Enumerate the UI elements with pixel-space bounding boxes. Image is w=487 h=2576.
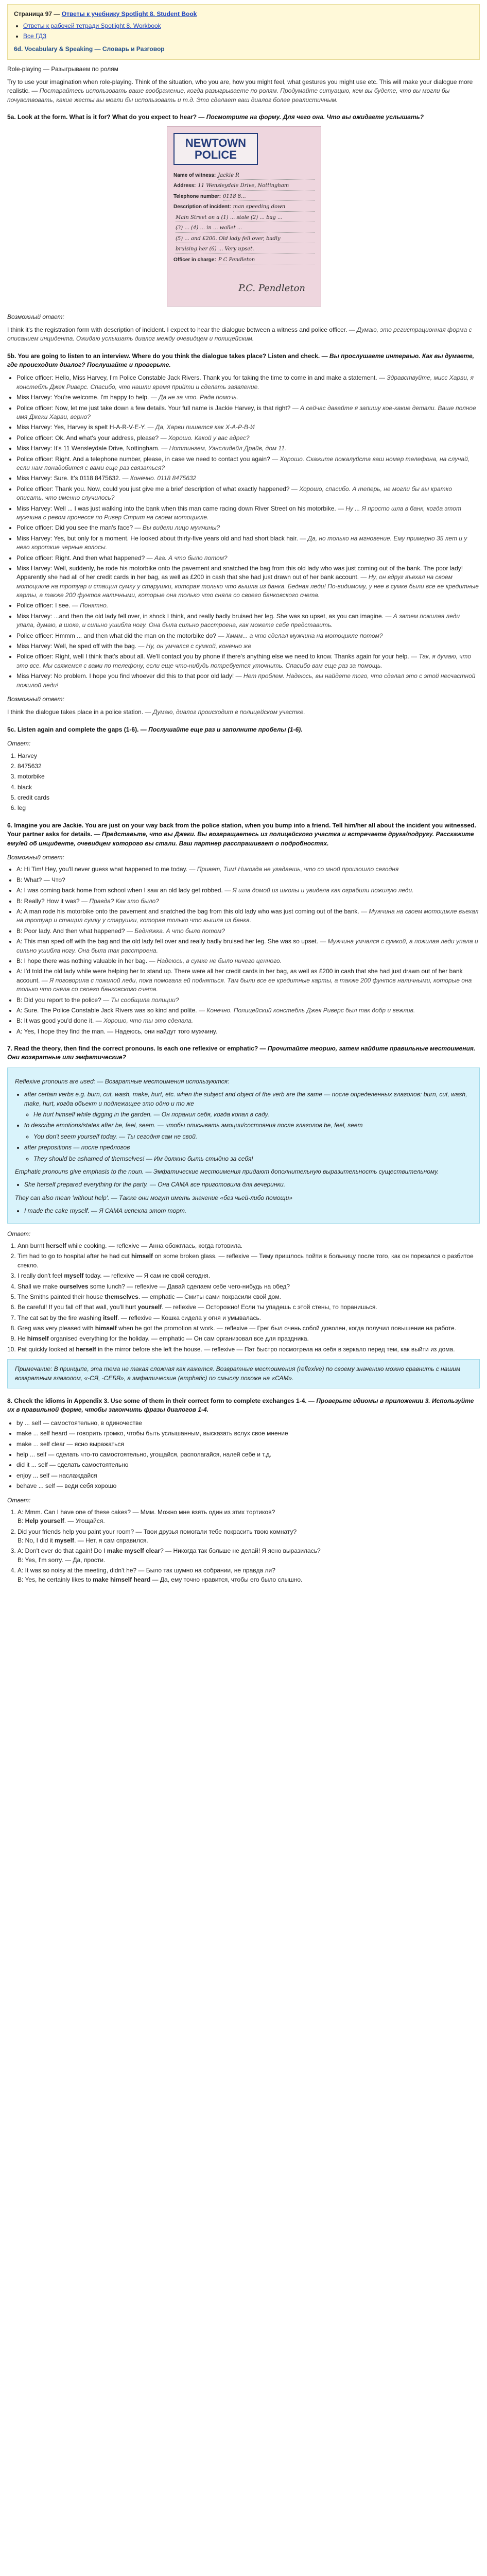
task-6-answer-label: Возможный ответ: [7, 854, 64, 861]
task-6-title [7, 821, 480, 848]
answer-post: . — reflexive — Кошка сидела у огня и умывалась. [117, 1314, 262, 1321]
exchange-b-text: B: Yes, I'm sorry. — Да, прости. [18, 1556, 106, 1564]
answer-pronoun: yourself [137, 1303, 162, 1311]
form-row [173, 257, 315, 265]
note-box: Примечание: В принципе, эта тема не такая сложная как кажется. Возвратные местоимения (reflexive) по своему значению можно сравнить с нашим возвратным глаголом, «-СЯ, -СЕБЯ», а эмфатические (emphatic) по смыслу похоже на «САМ». [7, 1359, 480, 1388]
theory-rule [24, 1090, 472, 1119]
answer-pronoun: himself [95, 1325, 117, 1332]
dialog-5b-list [7, 374, 480, 690]
answer-item [18, 1282, 480, 1291]
answer-post: . — reflexive — Осторожно! Если ты упадешь с этой стены, то поранишься. [162, 1303, 377, 1311]
dialog-line [16, 1016, 480, 1025]
dialog-line-ru: — Хорошо, что ты это сделала. [95, 1017, 194, 1025]
intro-title: Role-playing — Разыгрываем по ролям [7, 65, 118, 73]
form-field-value: P C Pendleton [218, 257, 315, 265]
dialog-line [16, 886, 480, 895]
newtown-police-banner: NEWTOWN POLICE [173, 133, 258, 165]
student-book-link[interactable]: Ответы к учебнику Spotlight 8. Student Book [61, 10, 197, 18]
answer-post: . — emphatic — Смиты сами покрасили свой дом. [138, 1293, 281, 1300]
intro-text: Try to use your imagination when role-playing. Think of the situation, who you are, how you might feel, what gestures you might use etc. This will make your dialogue more realistic. — Постарайтесь использовать ваше воображение, когда разыгрываете по ролям. Продумайте ситуацию, кем вы будете, что вы могли бы почувствовать, какие жесты вы могли бы использовать и т.д. Это сделает ваш диалог более реалистичным. [7, 78, 473, 104]
idiom-item: • help ... self — сделать что-то самостоятельно, угощайся, располагайся, налей себе и т.д. [16, 1450, 480, 1459]
dialog-line-en: B: Poor lady. And then what happened? [16, 927, 125, 935]
dialog-line-ru: — Хорошо. Скажите пожалуйста ваш номер телефона, на случай, если нам понадобится с вами еще раз связаться? [16, 455, 470, 471]
dialog-line-ru: — Да не за что. Рада помочь. [150, 394, 238, 401]
theory-example: • I made the cake myself. — Я САМА испекла этот торт. [24, 1207, 472, 1215]
exchange-b-post: . — Угощайся. [64, 1517, 105, 1525]
theory-items [15, 1090, 472, 1163]
answer-pre: Ann burnt [18, 1242, 46, 1249]
answer-pronoun: ourselves [59, 1282, 89, 1290]
answer-pre: The Smiths painted their house [18, 1293, 105, 1300]
exchange-line-a [18, 1566, 480, 1575]
exchange-b-text: B: [18, 1517, 25, 1525]
dialog-line-ru: — Надеюсь, в сумке не было ничего ценного. [149, 957, 282, 964]
dialog-line-en: Miss Harvey: Sure. It's 0118 8475632. [16, 474, 121, 482]
answer-post: while cooking. — reflexive — Анна обожглась, когда готовила. [66, 1242, 243, 1249]
form-field-label: Name of witness: [173, 172, 216, 178]
dialog-line-en: Police officer: Ok. And what's your address, please? [16, 434, 159, 442]
idiom-item: • behave ... self — веди себя хорошо [16, 1482, 480, 1490]
theory-emphatic: Emphatic pronouns give emphasis to the noun. — Эмфатические местоимения придают дополнительную выразительность существительному. [15, 1167, 439, 1175]
task-8-answers [7, 1508, 480, 1584]
dialog-line-en: Miss Harvey: You're welcome. I'm happy to help. [16, 394, 149, 401]
form-field-value: man speeding down [233, 204, 315, 212]
dialog-line-ru: — Да, Харви пишется как Х-А-Р-В-И [147, 423, 255, 431]
task-5a-answer-ru: — Думаю, это регистрационная форма с описанием инцидента. Ожидаю услышать диалог между очевидцем и полицейским. [7, 326, 472, 343]
answer-item: 4. black [18, 783, 480, 792]
answer-pronoun: herself [46, 1242, 66, 1249]
dialog-line [16, 455, 480, 473]
exchange-a-text: Did your friends help you paint your room? — Твои друзья помогали тебе покрасить твою комнату? [18, 1528, 297, 1535]
dialog-line [16, 554, 480, 563]
theory-example: ◦ They should be ashamed of themselves! — Им должно быть стыдно за себя! [33, 1155, 472, 1163]
dialog-line-en: B: What? — Что? [16, 876, 65, 884]
theory-rule-examples [24, 1110, 472, 1119]
exchange-idiom: myself [55, 1537, 75, 1545]
answer-pronoun: himself [27, 1335, 49, 1343]
answer-pre: Shall we make [18, 1282, 60, 1290]
task-5a-en: 5a. Look at the form. What is it for? What do you expect to hear? [7, 113, 197, 121]
dialog-line-ru: — Понятно. [72, 602, 109, 609]
dialog-line-ru: — Конечно. 0118 8475632 [122, 474, 197, 482]
dialog-line-ru: — Хорошо, спасибо. А теперь, не могли бы вы кратко описать, что именно случилось? [16, 485, 453, 502]
dialog-line [16, 393, 480, 402]
task-5a-answer-label: Возможный ответ: [7, 313, 64, 320]
dialog-line [16, 957, 480, 965]
dialog-line-ru: — Здравствуйте, мисс Харви, я констебль Джек Риверс. Спасибо, что нашли время прийти и сделать заявление. [16, 374, 474, 391]
task-5b-answer-en: I think the dialogue takes place in a police station. [7, 708, 144, 716]
breadcrumb-separator: — [52, 10, 62, 18]
dialog-line-en: Police officer: Did you see the man's face? [16, 524, 133, 532]
dialog-line-ru: — Ноттингем, Уэнслидейл Драйв, дом 11. [161, 445, 287, 452]
dialog-line-ru: — Вы видели лицо мужчины? [134, 524, 220, 532]
exchange-a-text: A: Don't ever do that again! Do I [18, 1547, 107, 1555]
task-8-ru: — Проверьте идиомы в приложении 3. Используйте их в правильной форме, чтобы закончить фразы диалогов 1-4. [7, 1397, 474, 1414]
dialog-line [16, 1006, 480, 1015]
dialog-line [16, 907, 480, 925]
exchange-a-post: ? — Никогда так больше не делай! Я ясно выразилась? [160, 1547, 321, 1555]
task-5b-en: 5b. You are going to listen to an interview. Where do you think the dialogue takes place? Listen and check. [7, 352, 320, 360]
dialog-line-en: Miss Harvey: Well, he sped off with the bag. [16, 642, 136, 650]
idiom-item: • by ... self — самостоятельно, в одиночестве [16, 1419, 480, 1428]
theory-rule-text: to describe emotions/states after be, feel, seem. — чтобы описывать эмоции/состояния после глаголов be, feel, seem [24, 1122, 363, 1129]
dialog-line-en: B: Really? How it was? [16, 897, 80, 905]
dialog-line [16, 534, 480, 552]
exchange-line-b [18, 1556, 480, 1565]
answer-item [18, 1345, 480, 1354]
form-row [173, 182, 315, 191]
answer-post: today. — reflexive — Я сам не свой сегодня. [83, 1272, 211, 1280]
exchange-b-text: B: No, I did it [18, 1537, 55, 1545]
task-5a-answer-en: I think it's the registration form with description of incident. I expect to hear the dialogue between a witness and police officer. [7, 326, 347, 333]
nav-link-item [23, 22, 473, 30]
police-form-card [167, 126, 321, 307]
dialog-line-ru: — Хммм... а что сделал мужчина на мотоцикле потом? [218, 632, 383, 639]
dialog-line [16, 474, 480, 483]
form-row [173, 172, 315, 180]
dialog-line-en: Police officer: Right. And a telephone number, please, in case we need to contact you again? [16, 455, 270, 463]
task-7-ru: — Прочитайте теорию, затем найдите правильные местоимения. Они возвратные или эмфатические? [7, 1045, 476, 1061]
dialog-line-en: B: It was good you'd done it. [16, 1017, 94, 1025]
answer-item: 2. 8475632 [18, 762, 480, 771]
dialog-line-en: Miss Harvey: Yes, but only for a moment. He looked about thirty-five years old and had short black hair. [16, 534, 298, 542]
dialog-line [16, 601, 480, 610]
form-row [173, 235, 315, 244]
dialog-line-ru: — Бедняжка. А что было потом? [126, 927, 225, 935]
answer-pre: Pat quickly looked at [18, 1345, 76, 1353]
answer-item [18, 1334, 480, 1343]
dialog-line-en: Police officer: Right, well I think that's about all. We'll contact you by phone if there's anything else we need to know. Thanks again for your help. [16, 653, 409, 660]
exchange-item [18, 1547, 480, 1565]
dialog-line [16, 423, 480, 432]
dialog-line-en: Miss Harvey: Well, suddenly, he rode his motorbike onto the pavement and snatched the bag from this old lady who was just coming out of the bank. The poor lady! Apparently she had all of her credit cards in her bag, as well as £200 in cash that she had just drawn out of her bank account. [16, 564, 463, 581]
dialog-line [16, 876, 480, 885]
form-row [173, 246, 315, 254]
task-7-title [7, 1044, 480, 1062]
idiom-item: • make ... self clear — ясно выражаться [16, 1440, 480, 1449]
dialog-line-en: Police officer: Hello, Miss Harvey, I'm Police Constable Jack Rivers. Thank you for taking the time to come in and make a statement. [16, 374, 377, 382]
idiom-item: • did it ... self — сделать самостоятельно [16, 1461, 480, 1469]
answer-pronoun: himself [131, 1252, 153, 1260]
form-field-value: (3) ... (4) ... in ... wallet ... [176, 225, 315, 233]
dialog-line-ru: — Хорошо. Какой у вас адрес? [160, 434, 250, 442]
form-field-label: Description of incident: [173, 204, 231, 210]
theory-box [7, 1067, 480, 1224]
dialog-line [16, 897, 480, 906]
task-5b-answer-ru: — Думаю, диалог происходит в полицейском участке. [145, 708, 305, 716]
exchange-b-text: B: Yes, he certainly likes to [18, 1575, 93, 1583]
dialog-line [16, 865, 480, 874]
dialog-6-list [7, 865, 480, 1036]
task-5a-title [7, 113, 480, 122]
dialog-line-en: A: Yes, I hope they find the man. — Надеюсь, они найдут того мужчину. [16, 1027, 217, 1035]
task-6-ru: — Представьте, что вы Джеки. Вы возвращаетесь из полицейского участка и встречаете друга/подругу. Расскажите ему/ей об инциденте, очевидцем которого вы стали. Ваш партнер расспрашивает о подробностях. [7, 831, 474, 847]
dialog-line-en: Police officer: Hmmm ... and then what did the man on the motorbike do? [16, 632, 216, 639]
task-8-en: 8. Check the idioms in Appendix 3. Use some of them in their correct form to complete exchanges 1-4. [7, 1397, 307, 1405]
task-5b-ru: — Вы прослушаете интервью. Как вы думаете, где происходит диалог? Послушайте и проверьте. [7, 352, 474, 369]
dialog-line [16, 632, 480, 640]
dialog-line-ru: — Ну, он умчался с сумкой, конечно же [138, 642, 252, 650]
dialog-line-ru: — Нет проблем. Надеюсь, вы найдете того, что сделал это с этой несчастной пожилой леди! [16, 672, 476, 689]
dialog-line-en: A: A man rode his motorbike onto the pavement and snatched the bag from this old lady who was just coming out of the bank. [16, 908, 359, 915]
exchange-b-post: — Да, ему точно нравится, чтобы его было слышно. [150, 1575, 303, 1583]
task-8-answer-label: Ответ: [7, 1496, 31, 1504]
answer-pre: Tim had to go to hospital after he had cut [18, 1252, 132, 1260]
theory-rule [24, 1143, 472, 1163]
task-7-answer-label: Ответ: [7, 1230, 31, 1238]
answer-pre: He [18, 1335, 27, 1343]
dialog-line-en: Miss Harvey: No problem. I hope you find whoever did this to that poor old lady! [16, 672, 234, 680]
dialog-line-ru: — А затем пожилая леди упала, думаю, в шоке, и сильно ушибла ногу. Она была сильно расстроена, как можете себе представить. [16, 612, 460, 629]
form-row [173, 193, 315, 201]
task-5c-answer-label: Ответ: [7, 740, 31, 748]
dialog-line-ru: — Ну ... Я просто шла в банк, когда этот мужчина с ревом пронесся по Ривер Стрит на своем мотоцикле. [16, 504, 461, 521]
answer-pronoun: itself [103, 1314, 118, 1321]
task-8-title [7, 1397, 480, 1415]
answer-pre: I really don't feel [18, 1272, 64, 1280]
theory-example: ◦ You don't seem yourself today. — Ты сегодня сам не свой. [33, 1132, 472, 1141]
nav-links [14, 22, 473, 41]
theory-rule-examples [24, 1132, 472, 1141]
theory-rule-text: after prepositions — после предлогов [24, 1144, 130, 1151]
theory-emphatic-examples [15, 1180, 472, 1189]
theory-rule-examples [24, 1155, 472, 1163]
dialog-line [16, 444, 480, 453]
answer-item [18, 1293, 480, 1301]
task-5b-title [7, 352, 480, 370]
dialog-line-ru: — Мужчина умчался с сумкой, а пожилая леди упала и сильно ушибла ногу. Она была так расстроена. [16, 938, 478, 954]
dialog-line [16, 404, 480, 422]
dialog-line-en: A: I was coming back home from school when I saw an old lady get robbed. [16, 887, 223, 894]
form-field-value: bruising her (6) ... Very upset. [176, 246, 315, 254]
exchange-b-post: . — Нет, я сам справился. [74, 1537, 148, 1545]
theory-rule [24, 1121, 472, 1141]
dialog-line-en: B: I hope there was nothing valuable in her bag. [16, 957, 148, 964]
answer-pronoun: myself [64, 1272, 84, 1280]
idioms-list [7, 1419, 480, 1491]
dialog-line-ru: — Ты сообщила полиции? [103, 996, 179, 1004]
breadcrumb [14, 10, 473, 19]
dialog-line [16, 434, 480, 443]
dialog-line [16, 612, 480, 630]
dialog-line-ru: — Конечно. Полицейский констебль Джек Риверс был так добр и вежлив. [198, 1006, 415, 1014]
theory-rule-text: after certain verbs e.g. burn, cut, wash, make, hurt, etc. when the subject and object of the verb are the same — после определенных глаголов: burn, cut, wash, make, hurt, когда объект и подлежащее это одно и то же [24, 1091, 467, 1107]
theory-example: • She herself prepared everything for the party. — Она САМА все приготовила для вечеринки. [24, 1180, 472, 1189]
workbook-link[interactable]: Ответы к рабочей тетради Spotlight 8. Workbook [23, 22, 161, 30]
idiom-item: • make ... self heard — говорить громко, чтобы быть услышанным, высказать вслух свое мнение [16, 1429, 480, 1438]
nav-link-item [23, 32, 473, 41]
dialog-line-ru: — Я шла домой из школы и увидела как ограбили пожилую леди. [224, 887, 414, 894]
exchange-idiom: Help yourself [25, 1517, 64, 1525]
dialog-line-ru: — Да, но только на мгновение. Ему примерно 35 лет и у него короткие черные волосы. [16, 534, 467, 551]
answer-pre: Greg was very pleased with [18, 1325, 95, 1332]
breadcrumb-page: Страница 97 [14, 10, 53, 18]
exchange-item [18, 1528, 480, 1546]
dialog-line-en: A: Sure. The Police Constable Jack Rivers was so kind and polite. [16, 1006, 197, 1014]
exchange-idiom: make himself heard [93, 1575, 151, 1583]
answer-post: when he got the promotion at work. — reflexive — Грег был очень собой доволен, когда получил повышение на работе. [116, 1325, 457, 1332]
answer-post: in the mirror before she left the house. — reflexive — Пэт быстро посмотрела на себя в зеркало перед тем, как выйти из дома. [96, 1345, 455, 1353]
dialog-line-ru: — Мужчина на своем мотоцикле въехал на тротуар и стащил сумку у старушки, которая только что вышла из банка. [16, 908, 479, 924]
answer-item [18, 1303, 480, 1312]
dialog-line [16, 642, 480, 651]
task-5b-answer-label: Возможный ответ: [7, 695, 64, 703]
form-figure [7, 126, 480, 307]
answer-item [18, 1252, 480, 1270]
form-field-label: Officer in charge: [173, 257, 216, 263]
answer-pronoun: herself [76, 1345, 96, 1353]
dialog-line [16, 504, 480, 522]
exchange-a-text: A: It was so noisy at the meeting, didn't he? — Было так шумно на собрании, не правда ли? [18, 1567, 275, 1574]
dialog-line-en: Police officer: Right. And then what happened? [16, 554, 145, 562]
answer-post: organised everything for the holiday. — emphatic — Он сам организовал все для праздника. [48, 1335, 309, 1343]
exchange-item [18, 1566, 480, 1584]
dialog-line-en: Police officer: Now, let me just take down a few details. Your full name is Jackie Harvey, is that right? [16, 404, 291, 412]
task-5b-answer [7, 708, 480, 717]
task-7-answers [7, 1242, 480, 1354]
dialog-line [16, 967, 480, 994]
form-field-label: Address: [173, 183, 196, 189]
theory-example: ◦ He hurt himself while digging in the garden. — Он поранил себя, когда копал в саду. [33, 1110, 472, 1119]
theory-also-examples [15, 1207, 472, 1215]
form-field-value: Jackie R [218, 172, 315, 180]
answer-item: 5. credit cards [18, 793, 480, 802]
theory-also: They can also mean 'without help'. — Также они могут иметь значение «без чьей-либо помощи» [15, 1194, 293, 1201]
form-row [173, 204, 315, 212]
form-field-label: Telephone number: [173, 193, 221, 199]
answer-item [18, 1272, 480, 1280]
exchange-a-text: A: Mmm. Can I have one of these cakes? — Ммм. Можно мне взять один из этих тортиков? [18, 1508, 275, 1516]
dialog-line-ru: — А сейчас давайте я запишу кое-какие детали. Ваше полное имя Джеки Харви, верно? [16, 404, 476, 421]
task-5c-en: 5c. Listen again and complete the gaps (1-6). [7, 725, 139, 733]
exchange-idiom: make myself clear [107, 1547, 161, 1555]
dialog-line-en: Police officer: I see. [16, 602, 71, 609]
form-row [173, 225, 315, 233]
dialog-line [16, 672, 480, 690]
dialog-line-en: A: I'd told the old lady while were helping her to stand up. There were all her credit cards in her bag, as well as £200 in cash that she had just drawn out of her bank account. [16, 968, 463, 984]
intro-en: Try to use your imagination when role-playing. Think of the situation, who you are, how you might feel, what gestures you might use etc. This will make your dialogue more realistic. [7, 78, 473, 95]
form-field-value: (5) ... and £200. Old lady fell over, badly [176, 235, 315, 244]
form-field-value: 11 Wensleydale Drive, Nottingham [198, 182, 315, 191]
task-6-en: 6. Imagine you are Jackie. You are just on your way back from the police station, when you bump into a friend. Tell him/her all about the incident you witnessed. Your partner asks for details. [7, 821, 476, 838]
task-5c-answers [7, 752, 480, 813]
form-field-value: 0118 8... [223, 193, 315, 201]
dialog-line [16, 523, 480, 532]
dialog-line-en: A: This man sped off with the bag and the old lady fell over and really badly bruised her leg. She was so upset. [16, 938, 318, 945]
dialog-line [16, 996, 480, 1005]
exchange-line-b [18, 1575, 480, 1584]
dialog-line-ru: — Ага. А что было потом? [146, 554, 228, 562]
task-7-en: 7. Read the theory, then find the correct pronouns. Is each one reflexive or emphatic? [7, 1045, 258, 1053]
task-5a-answer [7, 326, 480, 344]
answer-item [18, 1314, 480, 1323]
exchange-line-b [18, 1536, 480, 1545]
task-5a-ru: — Посмотрите на форму. Для чего она. Что вы ожидаете услышать? [197, 113, 424, 121]
dialog-line-en: A: Hi Tim! Hey, you'll never guess what happened to me today. [16, 866, 188, 873]
dialog-line-en: B: Did you report to the police? [16, 996, 101, 1004]
navigation-box [7, 4, 480, 60]
dialog-line [16, 652, 480, 670]
form-rows [173, 172, 315, 265]
dialog-line [16, 927, 480, 936]
all-gdz-link[interactable]: Все ГДЗ [23, 32, 47, 40]
form-field-value: Main Street on a (1) ... stole (2) ... bag ... [176, 214, 315, 223]
exchange-line-a [18, 1547, 480, 1555]
exchange-line-a [18, 1528, 480, 1536]
answer-pre: The cat sat by the fire washing [18, 1314, 103, 1321]
exchange-line-b [18, 1517, 480, 1526]
dialog-line-ru: — Я поговорила с пожилой леди, пока помогала ей подняться. Там были все ее кредитные карты, а также 200 фунтов наличными, которые она только что сняла со своего банковского счета. [16, 976, 472, 993]
section-title: 6d. Vocabulary & Speaking — Словарь и Разговор [14, 45, 165, 53]
intro-ru: Постарайтесь использовать ваше воображение, когда разыгрываете по ролям. Продумайте ситуацию, кем вы будете, что вы могли бы почувствовать, какие жесты вы могли бы использовать и т.д. Это сделает ваш диалог более реалистичным. [7, 87, 450, 104]
dialog-line-en: Miss Harvey: Yes, Harvey is spelt H-A-R-V-E-Y. [16, 423, 146, 431]
answer-item [18, 1242, 480, 1250]
answer-item: 1. Harvey [18, 752, 480, 760]
form-row [173, 214, 315, 223]
task-5c-ru: — Послушайте еще раз и заполните пробелы (1-6). [138, 725, 303, 733]
dialog-line [16, 374, 480, 392]
dialog-line-ru: — Привет, Тим! Никогда не угадаешь, что со мной произошло сегодня [189, 866, 399, 873]
answer-post: on some broken glass. — reflexive — Тиму пришлось пойти в больницу после того, как он порезался о разбитое стекло. [18, 1252, 474, 1269]
dialog-line [16, 937, 480, 955]
answer-pronoun: themselves [105, 1293, 138, 1300]
dialog-line-en: Miss Harvey: ...and then the old lady fell over, in shock I think, and really badly bruised her leg. She was so upset, as you can imagine. [16, 612, 384, 620]
dialog-line [16, 1027, 480, 1036]
dialog-line [16, 564, 480, 600]
answer-item [18, 1324, 480, 1333]
idiom-item: • enjoy ... self — наслаждайся [16, 1471, 480, 1480]
answer-post: some lunch? — reflexive — Давай сделаем себе чего-нибудь на обед? [88, 1282, 290, 1290]
exchange-line-a [18, 1508, 480, 1517]
dialog-line-ru: — Ну, он вдруг въехал на своем мотоцикле на тротуар и стащил сумку у старушки, которая только что вышла из банка. Бедная леди! По-видимому, у нее в сумке были все ее кредитные карты, а также 200 фунтов наличными, которые она только что сняла со своего банковского счета. [16, 573, 479, 599]
answer-pre: Be careful! If you fall off that wall, you'll hurt [18, 1303, 138, 1311]
dialog-line [16, 485, 480, 503]
answer-item: 6. leg [18, 804, 480, 812]
dialog-line-en: Miss Harvey: It's 11 Wensleydale Drive, Nottingham. [16, 445, 160, 452]
dialog-line-en: Police officer: Thank you. Now, could you just give me a brief description of what exactly happened? [16, 485, 290, 493]
dialog-line-en: Miss Harvey: Well ... I was just walking into the bank when this man came racing down River Street on his motorbike. [16, 504, 336, 512]
dialog-line-ru: — Так, я думаю, что это все. Мы свяжемся с вами по телефону, если еще что-нибудь потребуется уточнить. Спасибо вам еще раз за помощь. [16, 653, 471, 669]
exchange-item [18, 1508, 480, 1526]
answer-item: 3. motorbike [18, 772, 480, 781]
dialog-line-ru: — Правда? Как это было? [81, 897, 159, 905]
officer-signature: P.C. Pendleton [238, 283, 305, 294]
task-5c-title [7, 725, 480, 734]
theory-intro: Reflexive pronouns are used: — Возвратные местоимения используются: [15, 1077, 230, 1085]
